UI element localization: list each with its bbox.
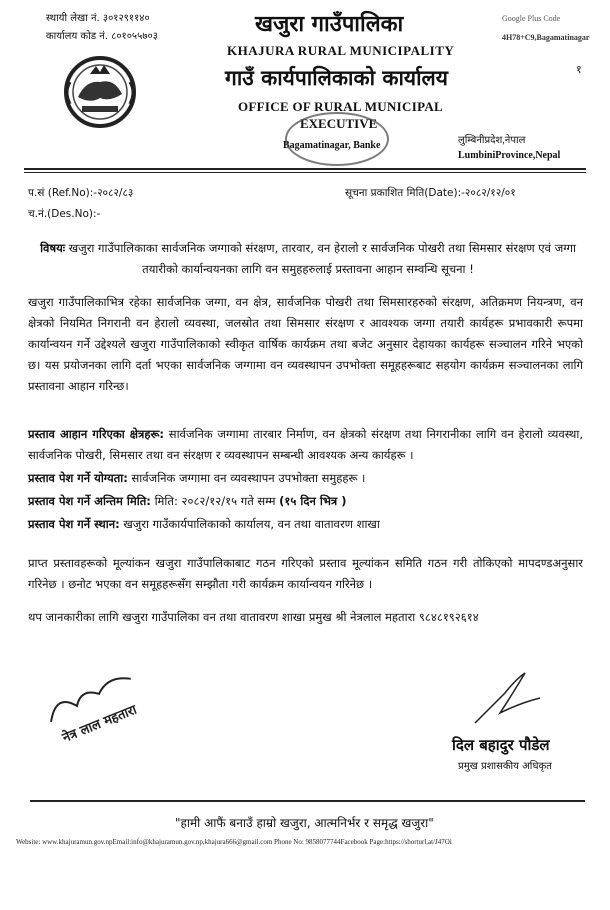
left-stamp-text: नेत्र लाल महतारा: [60, 702, 140, 746]
eligibility-text: सार्वजनिक जग्गामा वन व्यवस्थापन उपभोक्ता समुहहरू ।: [131, 471, 366, 485]
deadline-line: [28, 491, 583, 512]
nepal-emblem-icon: [60, 52, 140, 132]
evaluation-paragraph: प्राप्त प्रस्तावहरूको मूल्यांकन खजुरा गाउँपालिकाबाट गठन गरिएको प्रस्ताव मूल्यांकन समिति गठन गरी तोकिएको मापदण्डअनुसार गरिनेछ । छनोट भएका वन समूहहरूसँग सम्झौता गरी कार्यक्रम कार्यान्वयन गरिनेछ ।: [28, 556, 583, 591]
deadline-text: मिति: २०८२/१२/१५ गते सम्म: [154, 494, 276, 508]
subject-label: विषयः: [40, 241, 66, 255]
place-line: [28, 514, 583, 535]
signatory-name: दिल बहादुर पौडेल: [452, 736, 550, 754]
account-number: स्थायी लेखा नं. ३०१२९११४०: [46, 13, 150, 24]
eligibility-label: प्रस्ताव पेश गर्ने योग्यता:: [28, 471, 128, 485]
google-plus-code: 4H78+C9,Bagamatinagar: [502, 33, 590, 42]
publish-date: सूचना प्रकाशित मिति(Date):-२०८२/१२/०१: [345, 187, 516, 199]
province-en: LumbiniProvince,Nepal: [458, 150, 561, 161]
left-signature-stamp: [35, 655, 171, 780]
signatory-title: प्रमुख प्रशासकीय अधिकृत: [458, 761, 552, 772]
google-plus-label: Google Plus Code: [502, 14, 561, 23]
signature-scribble: [470, 668, 550, 728]
areas-paragraph: [28, 424, 583, 466]
deadline-days: (१५ दिन भित्र ): [279, 494, 347, 508]
header-divider-thin: [24, 172, 586, 173]
footer-motto: "हामी आफैं बनाउँ हाम्रो खजुरा, आत्मनिर्भर र समृद्ध खजुरा": [175, 816, 434, 830]
subject-text: खजुरा गाउँपालिकाका सार्वजनिक जग्गाको संरक्षण, तारवार, वन हेरालो र सार्वजनिक पोखरी तथा सिमसार संरक्षण एवं जग्गा तयारीको कार्यान्वयनका लागि वन समुहहरुलाई प्रस्तावना आहान सम्वन्धि सूचना !: [68, 241, 576, 276]
office-name-en-2: EXECUTIVE: [300, 116, 378, 131]
municipality-name-en: KHAJURA RURAL MUNICIPALITY: [227, 43, 455, 58]
office-stamp: [285, 112, 389, 166]
dispatch-number: च.नं.(Des.No):-: [28, 208, 101, 220]
office-code: कार्यालय कोड नं. ८०१०५५७०३: [46, 31, 158, 42]
header-divider: [24, 168, 586, 170]
intro-paragraph: खजुरा गाउँपालिकाभित्र रहेका सार्वजनिक जग्गा, वन क्षेत्र, सार्वजनिक पोखरी तथा सिमसारहरुको संरक्षण, अतिक्रमण नियन्त्रण, वन क्षेत्रको नियमित निगरानी वन हेरालो व्यवस्था, जलस्रोत तथा सिमसार संरक्षण र आवश्यक जग्गा तयारी कार्यहरू प्रभावकारी रूपमा कार्यान्वयन गर्ने उद्देश्यले खजुरा गाउँपालिकाको स्वीकृत वार्षिक कार्यक्रम तथा बजेट अनुसार देहायका कार्यहरू सञ्चालन गरिने भएको छ। यस प्रयोजनका लागि दर्ता भएका सार्वजनिक जग्गामा वन व्यवस्थापन उपभोक्ता समूहहरूबाट सहयोग कार्यक्रम सञ्चालनका लागि प्रस्तावना आहान गरिन्छ।: [28, 295, 583, 393]
province-np: लुम्बिनीप्रदेश,नेपाल: [458, 135, 526, 146]
office-name-en-1: OFFICE OF RURAL MUNICIPAL: [238, 99, 444, 114]
contact-paragraph: थप जानकारीका लागि खजुरा गाउँपालिका वन तथा वातावरण शाखा प्रमुख श्री नेत्रलाल महतारा ९८४८१९२६१४: [28, 610, 479, 624]
subject-block: [38, 238, 578, 280]
eligibility-line: [28, 468, 583, 489]
ref-number: प.सं (Ref.No):-२०८२/८३: [28, 187, 134, 199]
corner-mark: १: [576, 63, 582, 76]
areas-text: सार्वजनिक जग्गामा तारबार निर्माण, वन क्षेत्रको संरक्षण तथा निगरानीका लागि वन हेरालो व्यवस्था, सार्वजनिक पोखरी, सिमसार तथा वन संरक्षण र व्यवस्थापन सम्बन्धी आवश्यक अन्य कार्यहरू ।: [28, 427, 584, 462]
footer-contact: Website: www.khajuramun.gov.npEmail:info@khajuramun.gov.np,khajura666@gmail.com Phone No: 9858077744Facebook Page:https://shorturl.at/J47Oi: [16, 838, 452, 846]
place-label: प्रस्ताव पेश गर्ने स्थान:: [28, 517, 120, 531]
office-address: Bagamatinagar, Banke: [283, 140, 381, 151]
deadline-label: प्रस्ताव पेश गर्ने अन्तिम मिति:: [28, 494, 151, 508]
office-name-np: गाउँ कार्यपालिकाको कार्यालय: [225, 66, 448, 90]
place-text: खजुरा गाउँकार्यपालिकाको कार्यालय, वन तथा वातावरण शाखा: [123, 517, 380, 531]
areas-label: प्रस्ताव आहान गरिएका क्षेत्रहरू:: [28, 427, 165, 441]
municipality-name-np: खजुरा गाउँपालिका: [255, 12, 404, 37]
footer-divider: [30, 800, 585, 802]
